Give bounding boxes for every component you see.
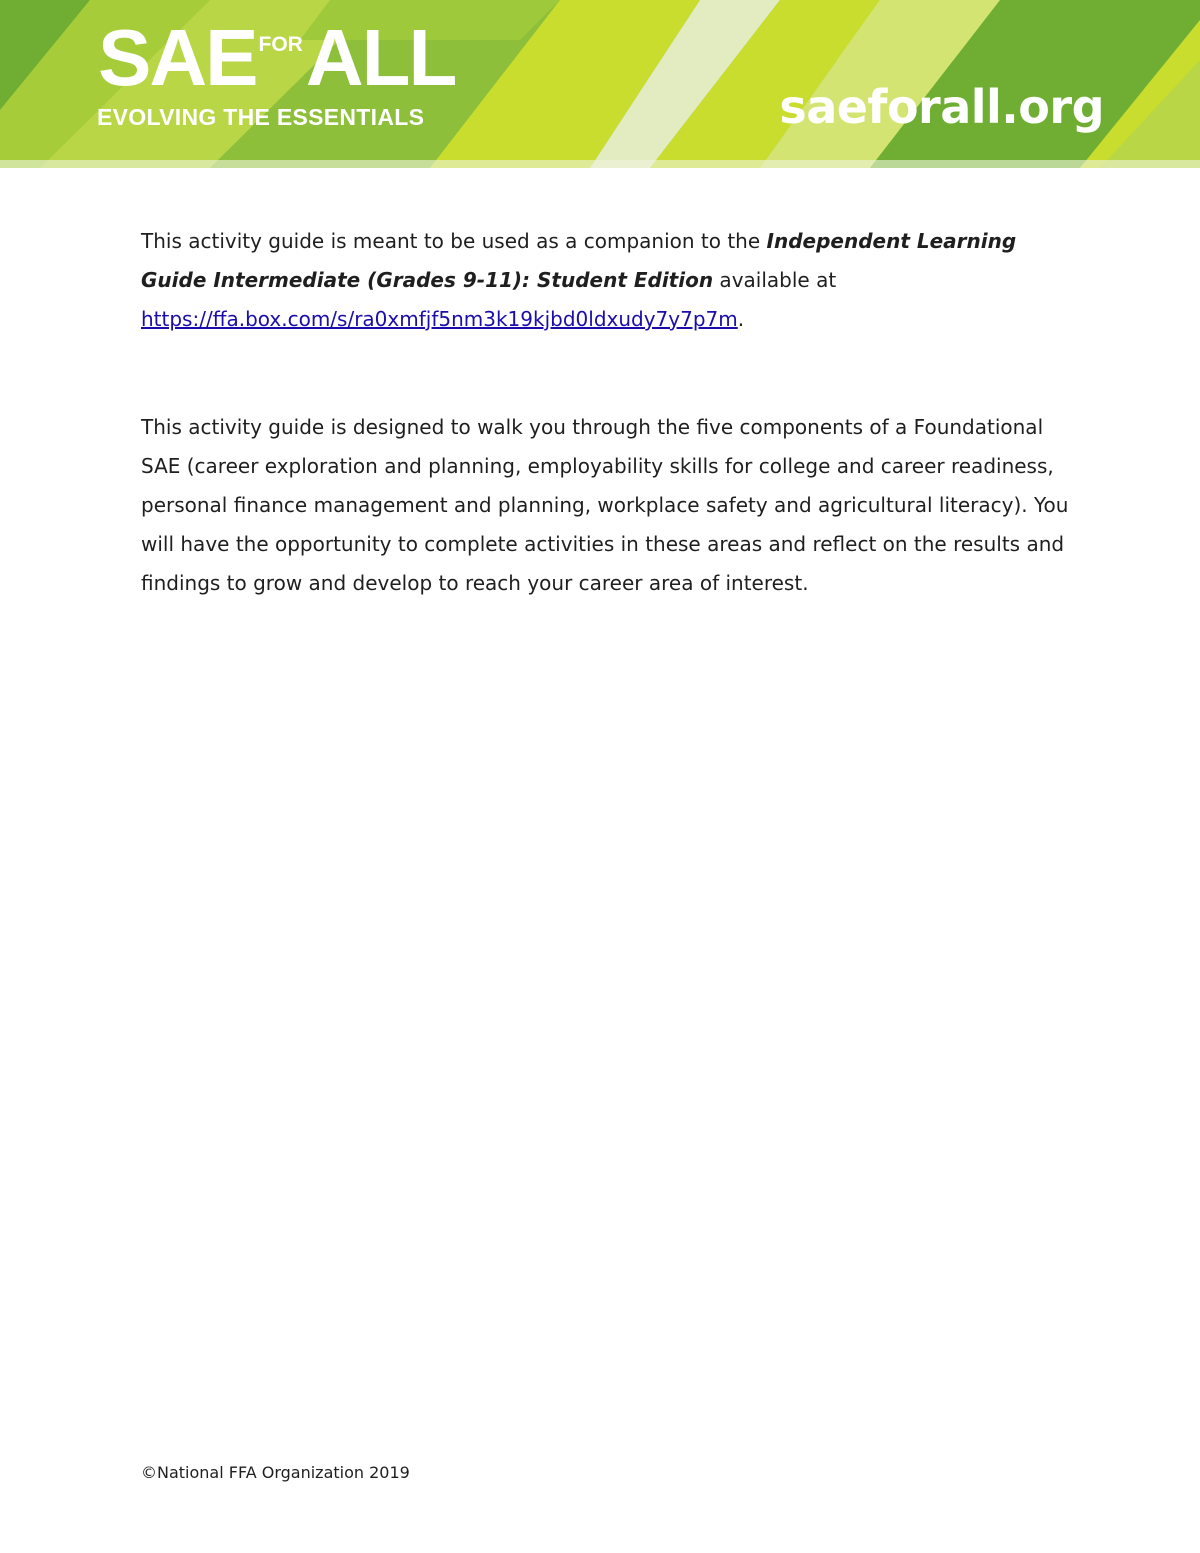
intro-text: This activity guide is meant to be used as a companion to the xyxy=(141,229,767,253)
logo-for: FOR xyxy=(258,33,303,56)
sae-for-all-logo xyxy=(98,13,456,102)
guide-title: Independent Learning Guide Intermediate (Grades 9-11): Student Edition xyxy=(141,229,1017,292)
intro-end: . xyxy=(737,307,745,331)
guide-link[interactable]: https://ffa.box.com/s/ra0xmfjf5nm3k19kjbd0ldxudy7y7p7m xyxy=(141,307,738,331)
intro-mid-text: available at xyxy=(713,268,837,292)
document-body xyxy=(141,222,1071,603)
description-paragraph: This activity guide is designed to walk you through the five components of a Foundational SAE (career exploration and planning, employability skills for college and career readiness, personal finance management and planning, workplace safety and agricultural literacy). You will have the opportunity to complete activities in these areas and reflect on the results and findings to grow and develop to reach your career area of interest. xyxy=(141,415,1069,595)
header-banner xyxy=(0,0,1200,168)
intro-paragraph xyxy=(141,222,1071,339)
site-url: saeforall.org xyxy=(779,80,1104,134)
logo-tagline: EVOLVING THE ESSENTIALS xyxy=(97,104,425,130)
logo-all: ALL xyxy=(305,13,456,102)
copyright-footer: ©National FFA Organization 2019 xyxy=(141,1463,410,1482)
logo-sae: SAE xyxy=(98,13,257,102)
